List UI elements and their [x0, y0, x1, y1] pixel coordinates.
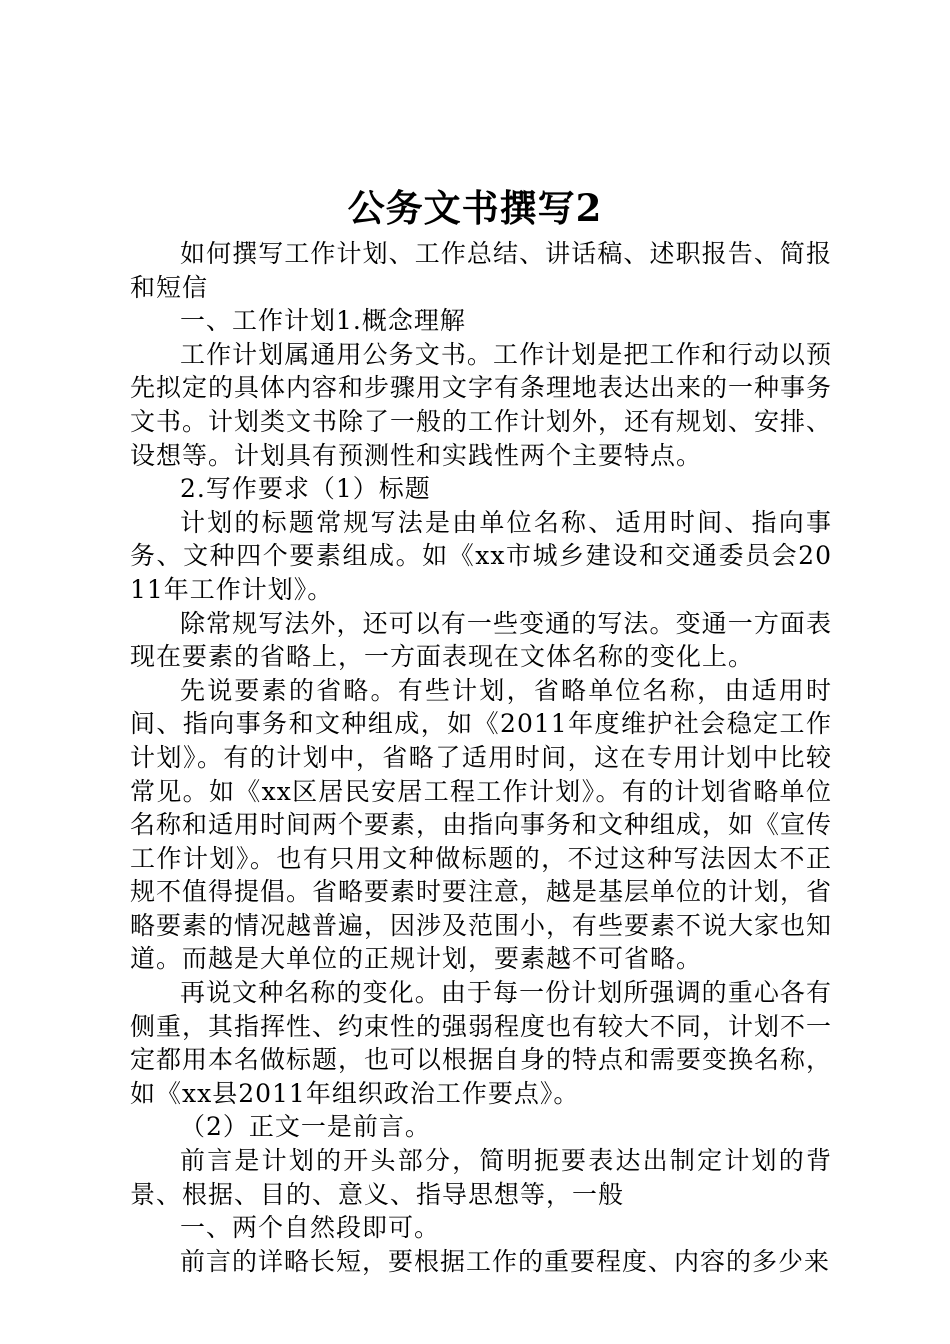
paragraph-requirements-heading: 2.写作要求（1）标题: [180, 474, 431, 504]
paragraph-omission: 先说要素的省略。有些计划，省略单位名称，由适用时间、指向事务和文种组成，如《2011年度维护社会稳定工作计划》。有的计划中，省略了适用时间，这在专用计划中比较常见。如《xx区居民安居工程工作计划》。有的计划省略单位名称和适用时间两个要素，由指向事务和文种组成，如《宣传工作计划》。也有只用文种做标题的，不过这种写法因太不正规不值得提倡。省略要素时要注意，越是基层单位的计划，省略要素的情况越普遍，因涉及范围小，有些要素不说大家也知道。而越是大单位的正规计划，要素越不可省略。: [130, 675, 833, 974]
paragraph-title-rules: 计划的标题常规写法是由单位名称、适用时间、指向事务、文种四个要素组成。如《xx市城乡建设和交通委员会2011年工作计划》。: [130, 507, 832, 604]
paragraph-intro: 如何撰写工作计划、工作总结、讲话稿、述职报告、简报和短信: [130, 239, 832, 302]
paragraph-name-change: 再说文种名称的变化。由于每一份计划所强调的重心各有侧重，其指挥性、约束性的强弱程度也有较大不同，计划不一定都用本名做标题，也可以根据自身的特点和需要变换名称，如《xx县2011年组织政治工作要点》。: [130, 978, 833, 1108]
paragraph-variants: 除常规写法外，还可以有一些变通的写法。变通一方面表现在要素的省略上，一方面表现在文体名称的变化上。: [130, 608, 832, 672]
paragraph-preface-detail: 前言的详略长短，要根据工作的重要程度、内容的多少来: [180, 1246, 831, 1276]
paragraph-preface: 前言是计划的开头部分，简明扼要表达出制定计划的背景、根据、目的、意义、指导思想等，一般: [130, 1146, 832, 1209]
paragraph-body-heading: （2）正文一是前言。: [180, 1112, 431, 1142]
paragraph-preface-length: 一、两个自然段即可。: [180, 1213, 441, 1243]
paragraph-concept: 工作计划属通用公务文书。工作计划是把工作和行动以预先拟定的具体内容和步骤用文字有条理地表达出来的一种事务文书。计划类文书除了一般的工作计划外，还有规划、安排、设想等。计划具有预测性和实践性两个主要特点。: [130, 339, 833, 470]
document-body: [130, 237, 832, 1278]
paragraph-section-heading: 一、工作计划1.概念理解: [180, 306, 466, 336]
document-title: 公务文书撰写2: [347, 186, 603, 230]
